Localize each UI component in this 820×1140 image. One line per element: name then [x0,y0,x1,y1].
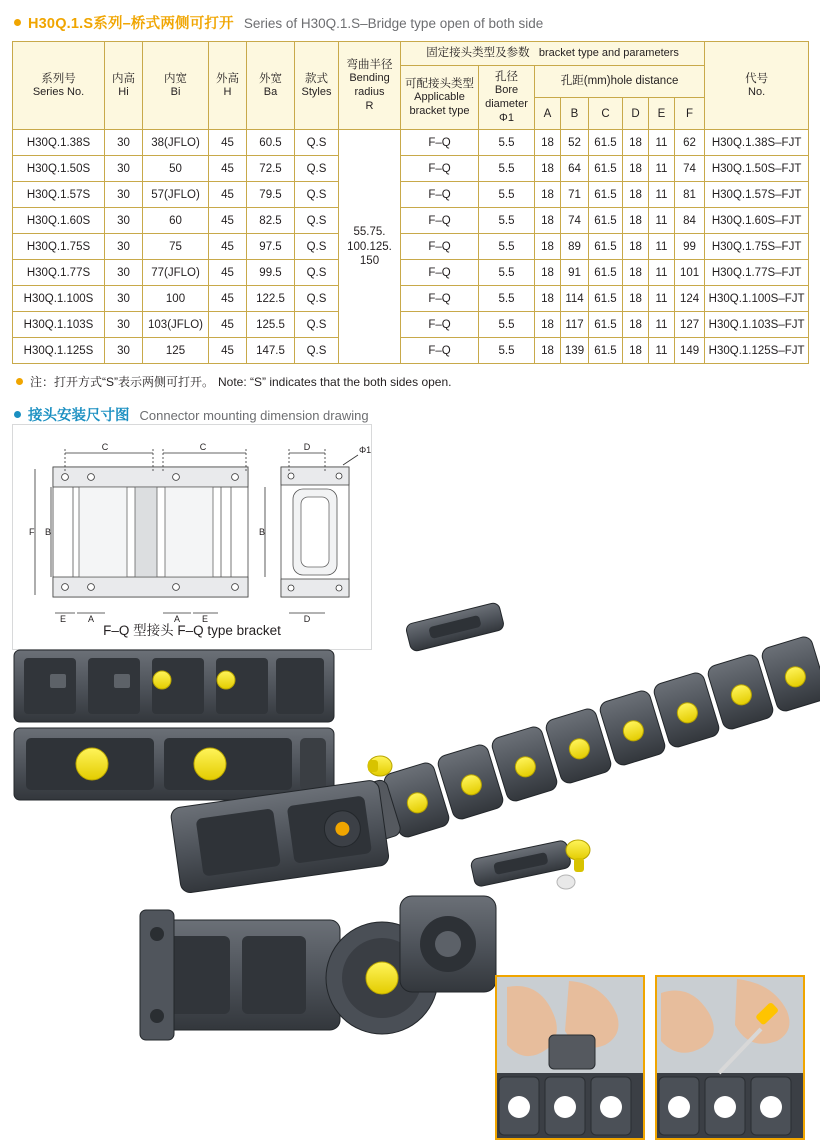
note-en: Note: “S” indicates that the both sides open. [218,374,452,389]
svg-text:C: C [101,442,109,452]
cell-hi: 30 [105,130,143,156]
th-code: 代号 No. [705,42,809,130]
cell-bracket: F–Q [401,286,479,312]
cell-ba: 122.5 [247,286,295,312]
table-row [13,234,809,260]
cell-series: H30Q.1.103S [13,312,105,338]
cell-f: 84 [675,208,705,234]
cell-styles: Q.S [295,286,339,312]
cell-bi: 50 [143,156,209,182]
svg-text:A: A [173,614,181,624]
product-photo-area [0,560,820,1140]
cell-bore: 5.5 [479,130,535,156]
th-hi: 内高 Hi [105,42,143,130]
cell-code: H30Q.1.77S–FJT [705,260,809,286]
cell-e: 11 [649,208,675,234]
cell-f: 62 [675,130,705,156]
cell-ba: 82.5 [247,208,295,234]
cell-code: H30Q.1.57S–FJT [705,182,809,208]
table-header-row-1 [13,42,809,66]
cell-hi: 30 [105,260,143,286]
cell-c: 61.5 [589,182,623,208]
svg-text:C: C [199,442,207,452]
cell-ba: 97.5 [247,234,295,260]
cell-bore: 5.5 [479,286,535,312]
cell-d: 18 [623,312,649,338]
cell-bracket: F–Q [401,260,479,286]
cell-h: 45 [209,260,247,286]
cell-h: 45 [209,182,247,208]
cell-bracket: F–Q [401,208,479,234]
cell-styles: Q.S [295,182,339,208]
note-line [16,373,820,390]
cell-h: 45 [209,312,247,338]
th-bore-diameter: 孔径 Bore diameter Φ1 [479,65,535,130]
cell-bracket: F–Q [401,182,479,208]
cell-c: 61.5 [589,234,623,260]
cell-bi: 100 [143,286,209,312]
cell-d: 18 [623,260,649,286]
bending-radius-line: 100.125. [347,240,392,253]
cell-f: 99 [675,234,705,260]
cell-b: 139 [561,338,589,364]
cell-d: 18 [623,338,649,364]
cell-a: 18 [535,156,561,182]
cell-c: 61.5 [589,208,623,234]
page-title-en: Series of H30Q.1.S–Bridge type open of both side [243,16,544,31]
svg-text:D: D [303,614,311,624]
section-connector-heading [14,404,820,425]
th-b: B [561,98,589,130]
cell-code: H30Q.1.125S–FJT [705,338,809,364]
cell-d: 18 [623,130,649,156]
cell-c: 61.5 [589,156,623,182]
cell-series: H30Q.1.57S [13,182,105,208]
cell-e: 11 [649,286,675,312]
cell-b: 74 [561,208,589,234]
cell-bracket: F–Q [401,234,479,260]
th-d: D [623,98,649,130]
bullet-icon [14,411,21,418]
cell-d: 18 [623,208,649,234]
svg-text:E: E [59,614,67,624]
cell-hi: 30 [105,208,143,234]
cell-hi: 30 [105,338,143,364]
table-row [13,338,809,364]
cell-ba: 125.5 [247,312,295,338]
cell-b: 71 [561,182,589,208]
cell-c: 61.5 [589,312,623,338]
th-bracket-group: 固定接头类型及参数 bracket type and parameters [401,42,705,66]
cell-a: 18 [535,234,561,260]
th-h: 外高 H [209,42,247,130]
page-title [0,0,820,41]
cell-code: H30Q.1.100S–FJT [705,286,809,312]
cell-bracket: F–Q [401,130,479,156]
cell-bore: 5.5 [479,208,535,234]
cell-h: 45 [209,286,247,312]
cell-a: 18 [535,208,561,234]
svg-text:B: B [259,527,266,537]
th-f: F [675,98,705,130]
cell-d: 18 [623,234,649,260]
table-row [13,156,809,182]
th-hole-distance: 孔距(mm)hole distance [535,65,705,97]
cell-f: 127 [675,312,705,338]
cell-code: H30Q.1.103S–FJT [705,312,809,338]
cell-a: 18 [535,312,561,338]
cell-styles: Q.S [295,338,339,364]
inset-photo-assembly-1 [495,975,645,1140]
table-row [13,208,809,234]
cell-styles: Q.S [295,234,339,260]
cell-series: H30Q.1.50S [13,156,105,182]
cell-styles: Q.S [295,312,339,338]
cell-series: H30Q.1.125S [13,338,105,364]
cell-a: 18 [535,286,561,312]
cell-c: 61.5 [589,338,623,364]
cell-series: H30Q.1.38S [13,130,105,156]
cell-series: H30Q.1.60S [13,208,105,234]
cell-hi: 30 [105,156,143,182]
cell-styles: Q.S [295,156,339,182]
cell-hi: 30 [105,286,143,312]
cell-f: 124 [675,286,705,312]
cell-bore: 5.5 [479,234,535,260]
cell-bore: 5.5 [479,338,535,364]
th-series: 系列号 Series No. [13,42,105,130]
table-row [13,312,809,338]
cell-c: 61.5 [589,130,623,156]
cell-bracket: F–Q [401,156,479,182]
cell-h: 45 [209,338,247,364]
svg-text:B: B [45,527,52,537]
cell-bi: 77(JFLO) [143,260,209,286]
bending-radius-line: 150 [359,255,380,268]
th-c: C [589,98,623,130]
cell-d: 18 [623,286,649,312]
cell-bore: 5.5 [479,312,535,338]
th-bi: 内宽 Bi [143,42,209,130]
cell-code: H30Q.1.60S–FJT [705,208,809,234]
cell-styles: Q.S [295,130,339,156]
cell-e: 11 [649,130,675,156]
cell-ba: 147.5 [247,338,295,364]
cell-bi: 103(JFLO) [143,312,209,338]
svg-text:F: F [29,527,35,537]
th-bending-radius: 弯曲半径 Bending radius R [339,42,401,130]
cell-f: 101 [675,260,705,286]
cell-bi: 38(JFLO) [143,130,209,156]
cell-c: 61.5 [589,286,623,312]
cell-hi: 30 [105,182,143,208]
cell-e: 11 [649,182,675,208]
table-body [13,130,809,364]
th-applicable-bracket: 可配接头类型 Applicable bracket type [401,65,479,130]
cell-bi: 60 [143,208,209,234]
cell-b: 114 [561,286,589,312]
cell-h: 45 [209,234,247,260]
cell-code: H30Q.1.75S–FJT [705,234,809,260]
cell-a: 18 [535,338,561,364]
table-row [13,286,809,312]
page-title-cn: H30Q.1.S系列–桥式两侧可打开 [28,16,234,32]
cell-hi: 30 [105,312,143,338]
cell-b: 89 [561,234,589,260]
table-row [13,260,809,286]
note-cn: 注：打开方式“S”表示两侧可打开。 [30,375,214,390]
cell-series: H30Q.1.77S [13,260,105,286]
cell-ba: 72.5 [247,156,295,182]
cell-b: 52 [561,130,589,156]
cell-e: 11 [649,260,675,286]
cell-a: 18 [535,182,561,208]
th-a: A [535,98,561,130]
cell-d: 18 [623,156,649,182]
svg-text:D: D [303,442,311,452]
drawing-caption: F–Q 型接头 F–Q type bracket [103,623,281,638]
th-styles: 款式 Styles [295,42,339,130]
cell-e: 11 [649,312,675,338]
table-row [13,130,809,156]
bullet-icon [14,19,21,26]
cell-bore: 5.5 [479,260,535,286]
svg-text:A: A [87,614,95,624]
cell-h: 45 [209,130,247,156]
cell-h: 45 [209,208,247,234]
cell-d: 18 [623,182,649,208]
cell-series: H30Q.1.100S [13,286,105,312]
cell-ba: 99.5 [247,260,295,286]
table-row [13,182,809,208]
cell-bi: 57(JFLO) [143,182,209,208]
cell-b: 91 [561,260,589,286]
cell-f: 81 [675,182,705,208]
cell-styles: Q.S [295,260,339,286]
cell-bore: 5.5 [479,182,535,208]
cell-bi: 75 [143,234,209,260]
cell-e: 11 [649,156,675,182]
svg-text:E: E [201,614,209,624]
cell-styles: Q.S [295,208,339,234]
section-heading-cn: 接头安装尺寸图 [28,408,130,425]
cell-e: 11 [649,234,675,260]
inset-photo-assembly-2 [655,975,805,1140]
cell-code: H30Q.1.50S–FJT [705,156,809,182]
svg-text:Φ1: Φ1 [359,445,372,455]
cell-code: H30Q.1.38S–FJT [705,130,809,156]
cell-c: 61.5 [589,260,623,286]
cell-series: H30Q.1.75S [13,234,105,260]
cell-bending-radius [339,130,401,364]
cell-a: 18 [535,260,561,286]
cell-bore: 5.5 [479,156,535,182]
cell-bracket: F–Q [401,338,479,364]
cell-h: 45 [209,156,247,182]
cell-hi: 30 [105,234,143,260]
th-e: E [649,98,675,130]
th-ba: 外宽 Ba [247,42,295,130]
cell-b: 64 [561,156,589,182]
cell-bracket: F–Q [401,312,479,338]
cell-ba: 60.5 [247,130,295,156]
cell-e: 11 [649,338,675,364]
cell-bi: 125 [143,338,209,364]
section-heading-en: Connector mounting dimension drawing [139,408,369,424]
cell-f: 149 [675,338,705,364]
cell-a: 18 [535,130,561,156]
specification-table [12,41,809,364]
cell-b: 117 [561,312,589,338]
bullet-icon [16,378,23,385]
cell-ba: 79.5 [247,182,295,208]
bending-radius-line: 55.75. [353,226,386,239]
cell-f: 74 [675,156,705,182]
